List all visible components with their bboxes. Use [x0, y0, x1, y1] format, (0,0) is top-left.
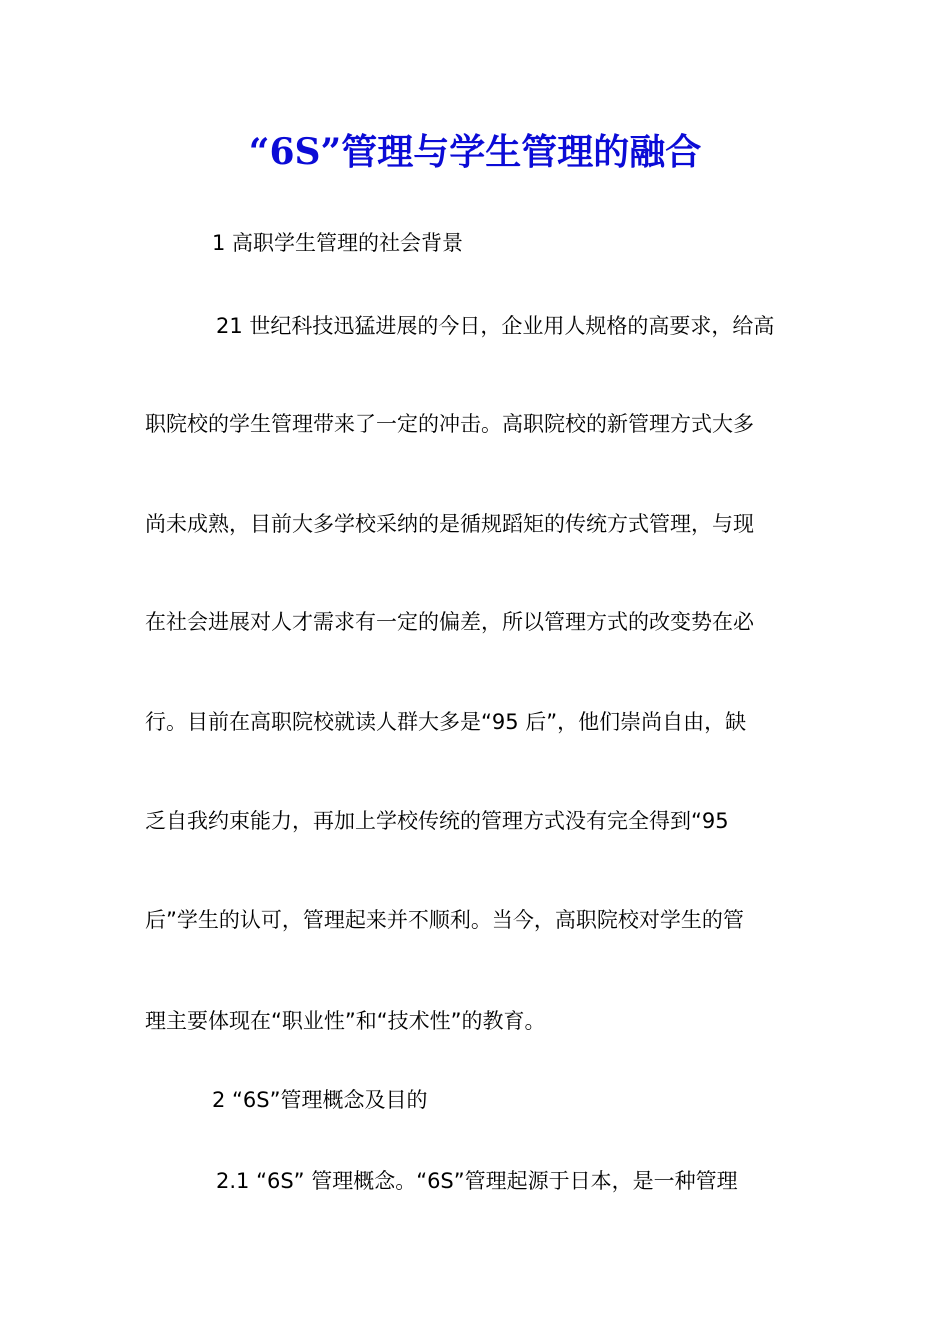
paragraph-line: 在社会进展对人才需求有一定的偏差，所以管理方式的改变势在必 [145, 610, 754, 634]
paragraph-line: 理主要体现在“职业性”和“技术性”的教育。 [145, 1009, 546, 1033]
paragraph-line: 职院校的学生管理带来了一定的冲击。高职院校的新管理方式大多 [145, 412, 754, 436]
paragraph-line: 尚未成熟，目前大多学校采纳的是循规蹈矩的传统方式管理，与现 [145, 512, 754, 536]
paragraph-line: 后”学生的认可，管理起来并不顺利。当今，高职院校对学生的管 [145, 908, 744, 932]
section-heading-2: 2 “6S”管理概念及目的 [212, 1088, 428, 1112]
paragraph-line: 乏自我约束能力，再加上学校传统的管理方式没有完全得到“95 [145, 809, 729, 833]
paragraph-line: 行。目前在高职院校就读人群大多是“95 后”，他们崇尚自由，缺 [145, 710, 747, 734]
paragraph-line: 2.1 “6S” 管理概念。“6S”管理起源于日本，是一种管理 [216, 1169, 738, 1193]
paragraph-line: 21 世纪科技迅猛进展的今日，企业用人规格的高要求，给高 [216, 314, 775, 338]
document-title: “6S”管理与学生管理的融合 [248, 131, 702, 173]
section-heading-1: 1 高职学生管理的社会背景 [212, 231, 464, 255]
